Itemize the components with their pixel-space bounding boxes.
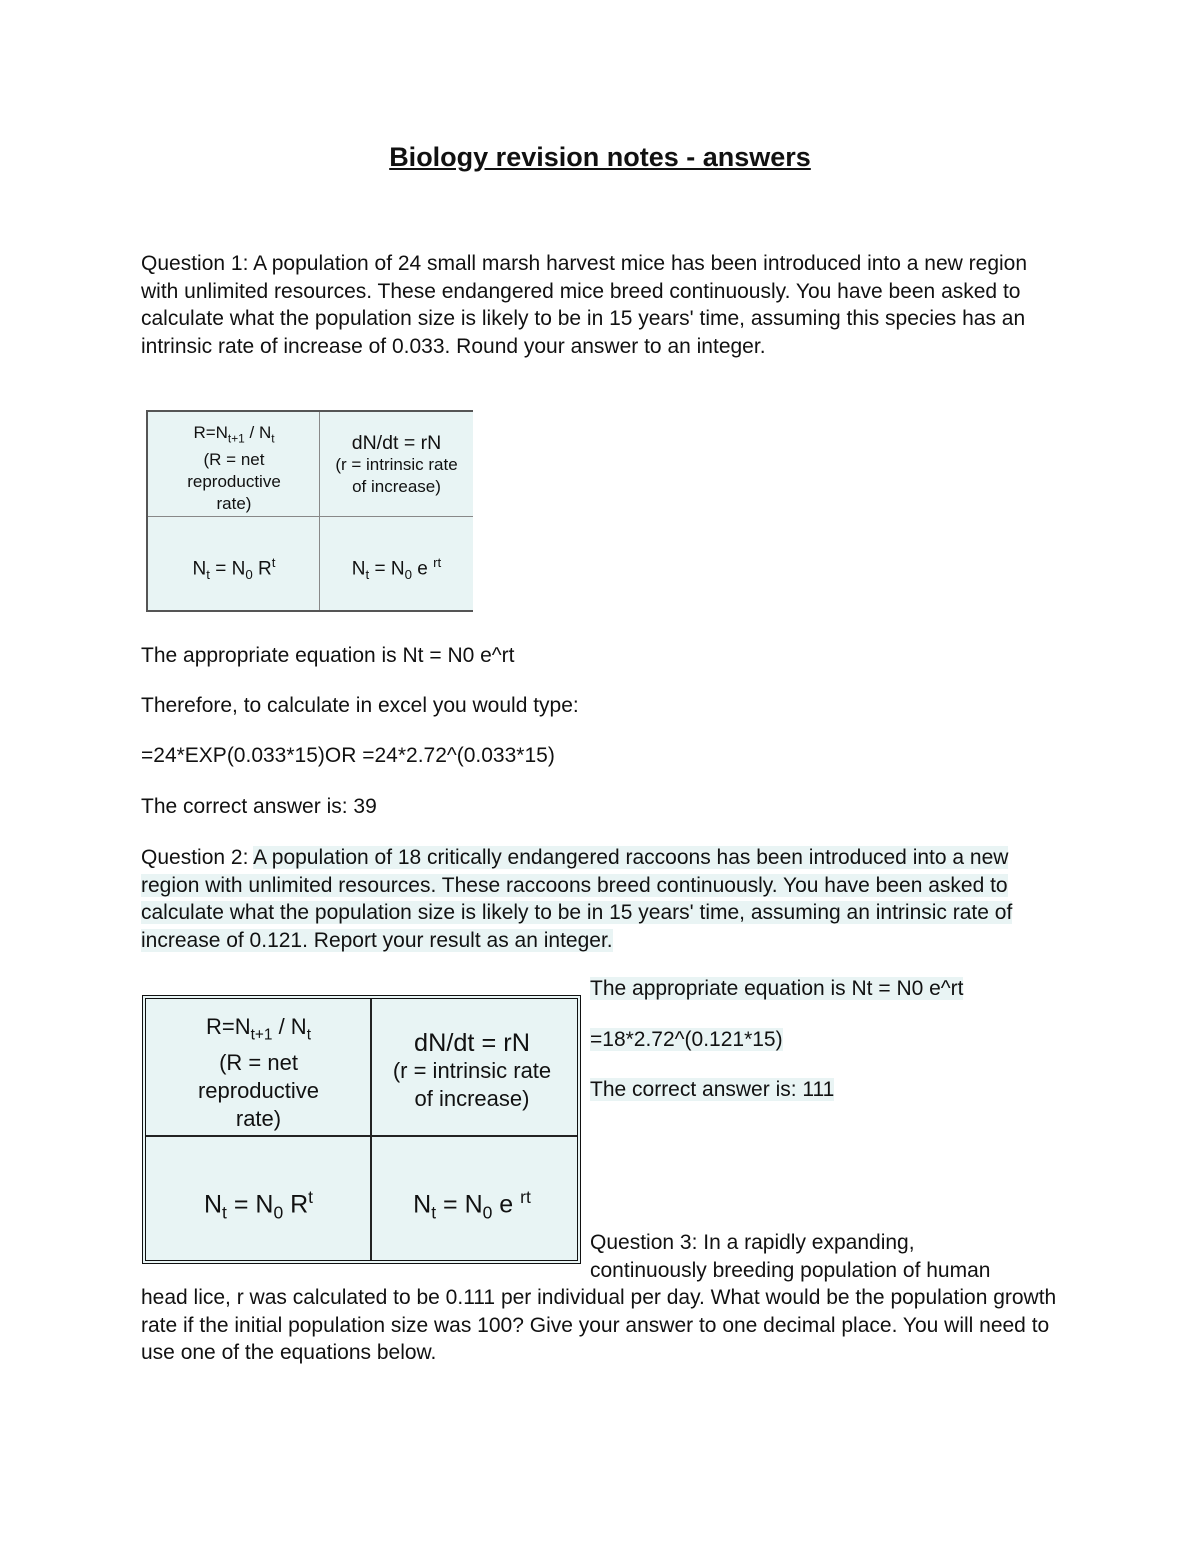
- question-3-start: Question 3: In a rapidly expanding, continuously breeding population of human: [590, 1231, 991, 1282]
- net-reproductive-rate-cell: $R=N_{t+1} / N_t$ (R = net reproductive rate): [187, 423, 281, 514]
- discrete-growth-equation-cell: $N_t = N_0$ $R^t$: [192, 555, 276, 583]
- q2-formula: =18*2.72^(0.121*15): [590, 1028, 783, 1051]
- q1-answer: The correct answer is: 39: [141, 795, 377, 818]
- intrinsic-rate-cell: dN/dt = rN (r = intrinsic rate of increase): [335, 432, 458, 496]
- question-3-rest: head lice, r was calculated to be 0.111 per individual per day. What would be the population growth rate if the initial population size was 100? Give your answer to one decimal place. You will need to use one of the equations below.: [141, 1286, 1057, 1364]
- discrete-growth-equation-cell: $N_t = N_0$ $R^t$: [203, 1187, 314, 1223]
- q1-excel-intro: Therefore, to calculate in excel you would type:: [141, 694, 579, 717]
- q2-equation-line: The appropriate equation is Nt = N0 e^rt: [590, 977, 964, 1000]
- page-title: Biology revision notes - answers: [389, 142, 811, 172]
- table-divider-horizontal: [146, 1135, 577, 1137]
- continuous-growth-equation-cell: $N_t = N_0$ e $^{rt}$: [351, 555, 442, 583]
- question-1-text: Question 1: A population of 24 small marsh harvest mice has been introduced into a new region with unlimited resources. These endangered mice breed continuously. You have been asked to calculate what the population size is likely to be in 15 years' time, assuming this species has an intrinsic rate of increase of 0.033. Round your answer to an integer.: [141, 252, 1028, 358]
- intrinsic-rate-cell: dN/dt = rN (r = intrinsic rate of increase): [392, 1029, 552, 1111]
- q1-equation-line: The appropriate equation is Nt = N0 e^rt: [141, 644, 515, 667]
- table-divider-horizontal: [148, 516, 473, 517]
- equation-table-1: [146, 410, 473, 612]
- q1-formula: =24*EXP(0.033*15)OR =24*2.72^(0.033*15): [141, 744, 555, 767]
- question-2-body: A population of 18 critically endangered raccoons has been introduced into a new region with unlimited resources. These raccoons breed continuously. You have been asked to calculate what the population size is likely to be in 15 years' time, assuming an intrinsic rate of increase of 0.121. Report your result as an integer.: [141, 846, 1013, 952]
- equation-table-2: [142, 995, 581, 1264]
- net-reproductive-rate-cell: $R=N_{t+1} / N_t$ (R = net reproductive rate): [197, 1014, 320, 1132]
- q2-answer: The correct answer is: 111: [590, 1078, 835, 1101]
- question-2-label: Question 2:: [141, 846, 254, 869]
- question-2-text: [141, 844, 1061, 954]
- continuous-growth-equation-cell: $N_t = N_0$ e $^{rt}$: [413, 1187, 531, 1223]
